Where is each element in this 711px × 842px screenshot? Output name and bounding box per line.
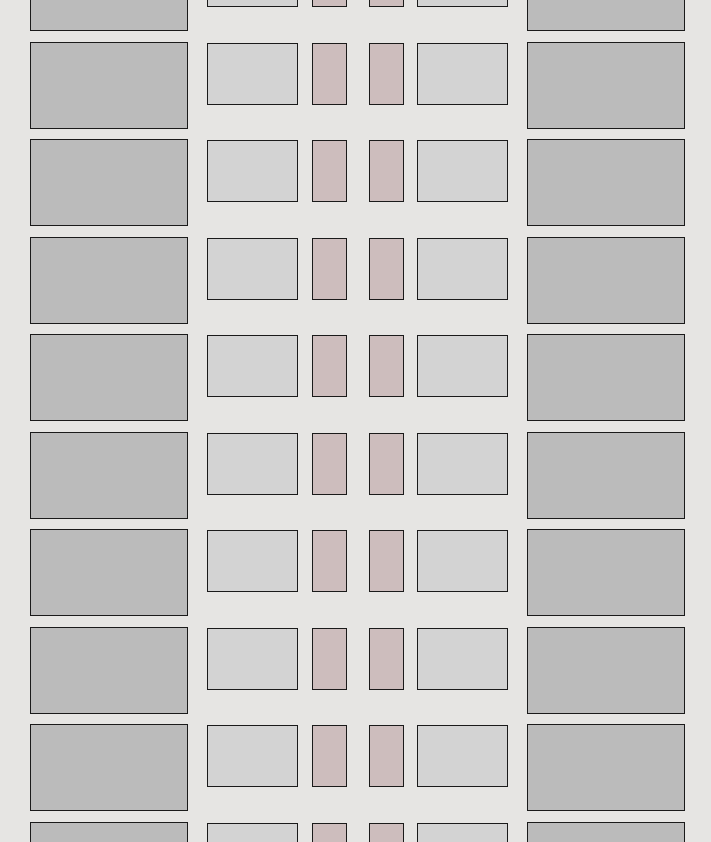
inner-left-block [207,0,298,7]
pink-strip-right [369,725,404,787]
pink-strip-right [369,335,404,397]
inner-left-block [207,140,298,202]
outer-right-block [527,237,685,324]
inner-left-block [207,335,298,397]
pink-strip-left [312,628,347,690]
pink-strip-right [369,530,404,592]
outer-left-block [30,334,188,421]
inner-right-block [417,43,508,105]
inner-right-block [417,238,508,300]
pink-strip-right [369,0,404,7]
inner-left-block [207,43,298,105]
outer-left-block [30,0,188,31]
outer-left-block [30,237,188,324]
pink-strip-left [312,43,347,105]
pink-strip-right [369,43,404,105]
outer-right-block [527,627,685,714]
pink-strip-right [369,433,404,495]
outer-right-block [527,529,685,616]
inner-right-block [417,823,508,842]
outer-left-block [30,724,188,811]
outer-right-block [527,0,685,31]
pink-strip-left [312,530,347,592]
pink-strip-right [369,140,404,202]
inner-left-block [207,628,298,690]
inner-left-block [207,725,298,787]
outer-right-block [527,724,685,811]
pink-strip-left [312,335,347,397]
outer-right-block [527,432,685,519]
inner-left-block [207,238,298,300]
inner-left-block [207,530,298,592]
pink-strip-right [369,238,404,300]
inner-right-block [417,335,508,397]
outer-right-block [527,822,685,842]
pink-strip-left [312,0,347,7]
pink-strip-left [312,433,347,495]
outer-left-block [30,822,188,842]
inner-right-block [417,433,508,495]
outer-left-block [30,529,188,616]
outer-left-block [30,627,188,714]
outer-right-block [527,334,685,421]
outer-left-block [30,42,188,129]
outer-right-block [527,139,685,226]
inner-right-block [417,0,508,7]
outer-right-block [527,42,685,129]
inner-right-block [417,628,508,690]
outer-left-block [30,139,188,226]
pink-strip-left [312,238,347,300]
inner-right-block [417,725,508,787]
pink-strip-right [369,628,404,690]
inner-right-block [417,530,508,592]
inner-left-block [207,823,298,842]
pink-strip-left [312,725,347,787]
pink-strip-right [369,823,404,842]
pink-strip-left [312,140,347,202]
inner-left-block [207,433,298,495]
pink-strip-left [312,823,347,842]
inner-right-block [417,140,508,202]
outer-left-block [30,432,188,519]
